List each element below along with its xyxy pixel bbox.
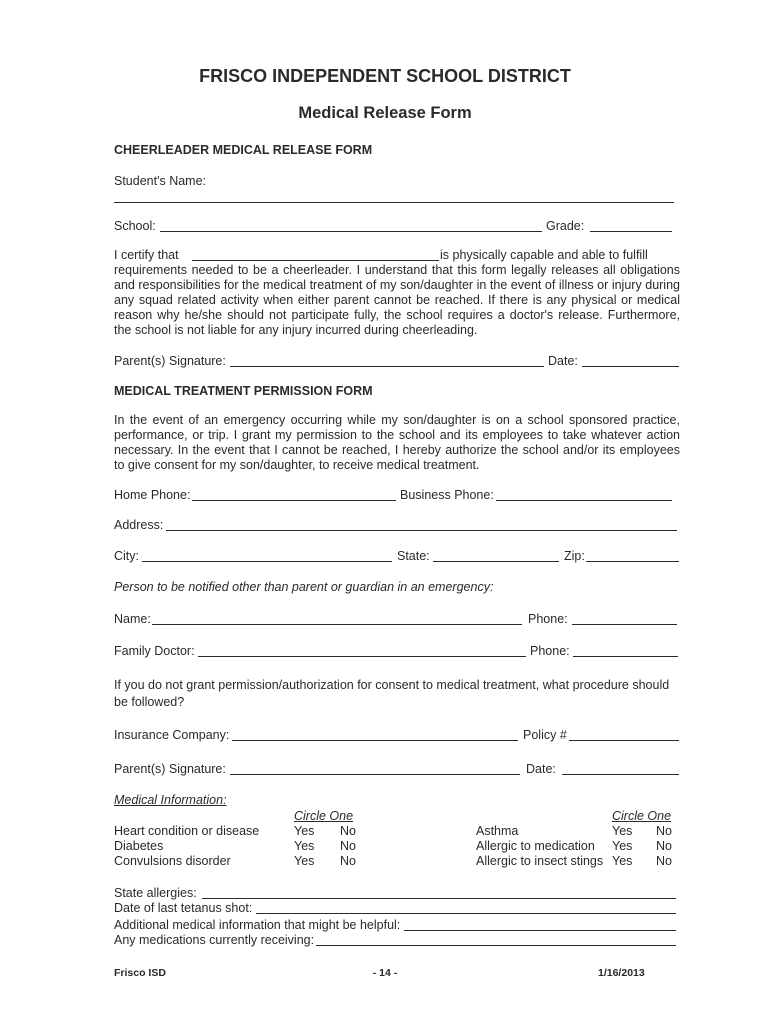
family-doctor-field[interactable] xyxy=(198,656,526,657)
footer-left: Frisco ISD xyxy=(114,967,166,979)
business-phone-label: Business Phone: xyxy=(400,488,494,502)
policy-field[interactable] xyxy=(569,740,679,741)
family-doctor-label: Family Doctor: xyxy=(114,644,195,658)
certify-suffix: is physically capable and able to fulfill xyxy=(440,248,648,262)
asthma-no[interactable]: No xyxy=(656,824,672,838)
circle-one-left: Circle One xyxy=(294,809,354,823)
page-number: - 14 - xyxy=(372,967,398,979)
procedure-question: If you do not grant permission/authorization for consent to medical treatment, what procedure should be followed? xyxy=(114,678,670,709)
condition-diabetes: Diabetes xyxy=(114,839,164,853)
heart-yes[interactable]: Yes xyxy=(294,824,315,838)
footer-date: 1/16/2013 xyxy=(598,967,645,979)
treatment-parent-signature-label: Parent(s) Signature: xyxy=(114,762,226,776)
state-label: State: xyxy=(397,549,430,563)
treatment-date-label: Date: xyxy=(526,762,556,776)
insect-yes[interactable]: Yes xyxy=(612,854,633,868)
address-label: Address: xyxy=(114,518,164,532)
city-label: City: xyxy=(114,549,139,563)
emergency-phone-field[interactable] xyxy=(572,624,677,625)
asthma-yes[interactable]: Yes xyxy=(612,824,633,838)
home-phone-field[interactable] xyxy=(192,500,396,501)
tetanus-field[interactable] xyxy=(256,913,676,914)
treatment-paragraph: In the event of an emergency occurring while my son/daughter is on a school sponsored practice, performance, or trip. I grant my permission to the school and its employees to take whatever action necessary. In the event that I cannot be reached, I hereby authorize the school and/or its employees to give consent for my son/daughter, to receive medical treatment. xyxy=(114,413,680,472)
medical-info-heading: Medical Information: xyxy=(114,793,227,807)
medications-label: Any medications currently receiving: xyxy=(114,933,315,947)
school-field[interactable] xyxy=(160,231,542,232)
condition-allergic-insect: Allergic to insect stings xyxy=(476,854,604,868)
medications-field[interactable] xyxy=(316,945,676,946)
policy-label: Policy # xyxy=(523,728,567,742)
treatment-section-title: MEDICAL TREATMENT PERMISSION FORM xyxy=(114,384,373,398)
state-field[interactable] xyxy=(433,561,559,562)
zip-field[interactable] xyxy=(586,561,679,562)
business-phone-field[interactable] xyxy=(496,500,672,501)
grade-field[interactable] xyxy=(590,231,672,232)
tetanus-label: Date of last tetanus shot: xyxy=(114,901,253,915)
convulsions-no[interactable]: No xyxy=(340,854,356,868)
condition-heart: Heart condition or disease xyxy=(114,824,260,838)
grade-label: Grade: xyxy=(546,219,585,233)
student-name-label: Student's Name: xyxy=(114,174,207,188)
home-phone-label: Home Phone: xyxy=(114,488,191,502)
condition-allergic-medication: Allergic to medication xyxy=(476,839,595,853)
heart-no[interactable]: No xyxy=(340,824,356,838)
convulsions-yes[interactable]: Yes xyxy=(294,854,315,868)
state-allergies-field[interactable] xyxy=(202,898,676,899)
insect-no[interactable]: No xyxy=(656,854,672,868)
diabetes-yes[interactable]: Yes xyxy=(294,839,315,853)
condition-asthma: Asthma xyxy=(476,824,519,838)
insurance-field[interactable] xyxy=(232,740,518,741)
additional-info-label: Additional medical information that might be helpful: xyxy=(114,918,401,932)
school-label: School: xyxy=(114,219,156,233)
certify-prefix: I certify that xyxy=(114,248,179,262)
emergency-name-field[interactable] xyxy=(152,624,522,625)
zip-label: Zip: xyxy=(564,549,585,563)
cheer-date-field[interactable] xyxy=(582,366,679,367)
treatment-parent-signature-field[interactable] xyxy=(230,774,520,775)
treatment-date-field[interactable] xyxy=(562,774,679,775)
doctor-phone-label: Phone: xyxy=(530,644,570,658)
condition-convulsions: Convulsions disorder xyxy=(114,854,231,868)
medication-no[interactable]: No xyxy=(656,839,672,853)
address-field[interactable] xyxy=(166,530,677,531)
cheer-date-label: Date: xyxy=(548,354,578,368)
emergency-phone-label: Phone: xyxy=(528,612,568,626)
cheer-parent-signature-label: Parent(s) Signature: xyxy=(114,354,226,368)
student-name-field[interactable] xyxy=(114,202,674,203)
cheerleader-section-title: CHEERLEADER MEDICAL RELEASE FORM xyxy=(114,143,373,157)
certify-student-field[interactable] xyxy=(192,260,439,261)
emergency-name-label: Name: xyxy=(114,612,151,626)
state-allergies-label: State allergies: xyxy=(114,886,197,900)
circle-one-right: Circle One xyxy=(612,809,672,823)
form-title: Medical Release Form xyxy=(298,104,472,122)
cheer-parent-signature-field[interactable] xyxy=(230,366,544,367)
medication-yes[interactable]: Yes xyxy=(612,839,633,853)
doctor-phone-field[interactable] xyxy=(573,656,678,657)
district-title: FRISCO INDEPENDENT SCHOOL DISTRICT xyxy=(199,66,571,86)
insurance-label: Insurance Company: xyxy=(114,728,230,742)
city-field[interactable] xyxy=(142,561,392,562)
diabetes-no[interactable]: No xyxy=(340,839,356,853)
additional-info-field[interactable] xyxy=(404,930,676,931)
emergency-note: Person to be notified other than parent or guardian in an emergency: xyxy=(114,580,494,594)
cheerleader-paragraph: requirements needed to be a cheerleader. I understand that this form legally releases all obligations and responsibilities for the medical treatment of my son/daughter in the event of illness or injury during any squad related activity when either parent cannot be reached. If there is any physical or medical reason why he/she should not participate fully, the school requires a doctor's release. Furthermore, the school is not liable for any injury incurred during cheerleading. xyxy=(114,263,680,337)
